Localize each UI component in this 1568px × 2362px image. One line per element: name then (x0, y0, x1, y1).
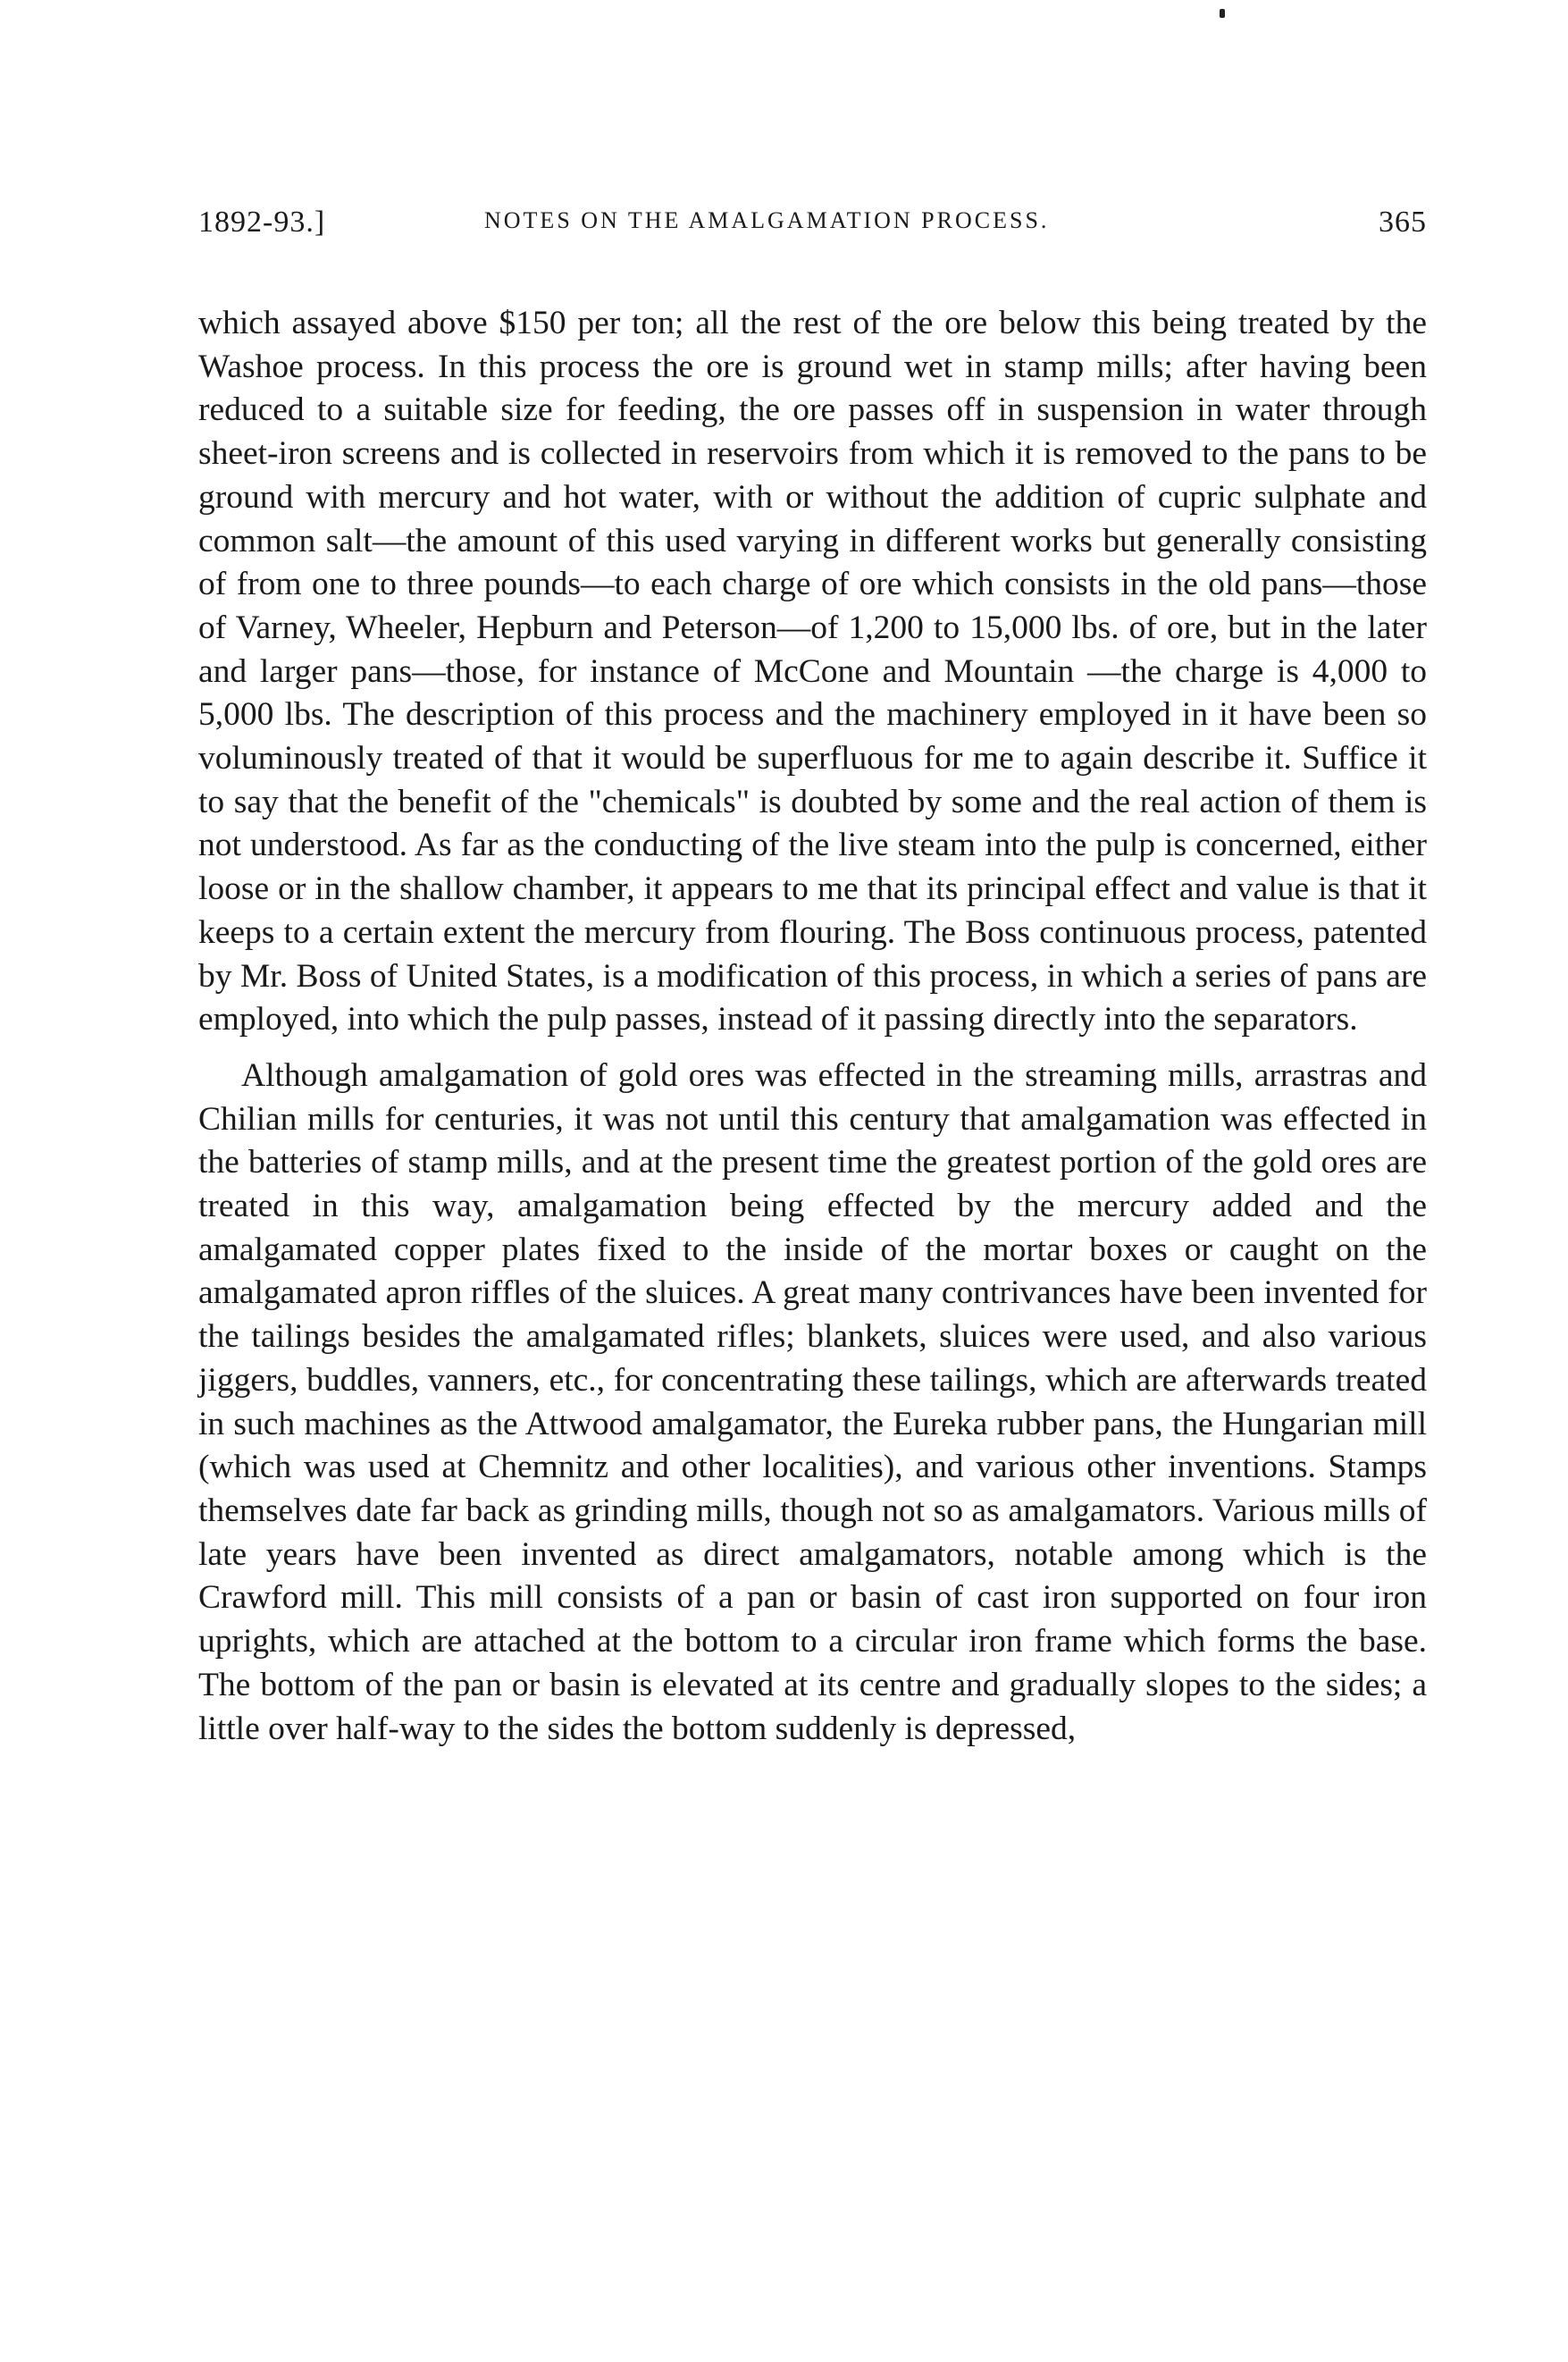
page-number: 365 (1379, 206, 1427, 239)
header-volume-year: 1892-93.] (198, 206, 326, 239)
ink-speck (1220, 9, 1225, 18)
header-title: NOTES ON THE AMALGAMATION PROCESS. (484, 207, 1050, 233)
paragraph-amalgamation-history: Although amalgamation of gold ores was effected in the streaming mills, arrastras and Chilian mills for centuries, it was not until this century that amalgamation was effected in the batteries of stamp mills, and at the present time the greatest portion of the gold ores are treated in this way, amalgamation being effected by the mercury added and the amalgamated copper plates fixed to the inside of the mortar boxes or caught on the amalgamated apron riffles of the sluices. A great many contrivances have been invented for the tailings besides the amalgamated rifles; blankets, sluices were used, and also various jiggers, buddles, vanners, etc., for concentrating these tailings, which are afterwards treated in such machines as the Attwood amalgamator, the Eureka rubber pans, the Hungarian mill (which was used at Chemnitz and other localities), and various other inventions. Stamps themselves date far back as grinding mills, though not so as amalgamators. Various mills of late years have been invented as direct amalgamators, notable among which is the Crawford mill. This mill consists of a pan or basin of cast iron supported on four iron uprights, which are attached at the bottom to a circular iron frame which forms the base. The bottom of the pan or basin is elevated at its centre and gradually slopes to the sides; a little over half-way to the sides the bottom suddenly is depressed, (198, 1056, 1427, 1747)
paragraph-continued: which assayed above $150 per ton; all the rest of the ore below this being treated by the Washoe process. In this process the ore is ground wet in stamp mills; after having been reduced to a suitable size for feeding, the ore passes off in suspension in water through sheet-iron screens and is collected in reservoirs from which it is removed to the pans to be ground with mercury and hot water, with or without the addition of cupric sulphate and common salt—the amount of this used varying in different works but generally consisting of from one to three pounds—to each charge of ore which consists in the old pans—those of Varney, Wheeler, Hepburn and Peterson—of 1,200 to 15,000 lbs. of ore, but in the later and larger pans—those, for instance of McCone and Mountain —the charge is 4,000 to 5,000 lbs. The description of this process and the machinery employed in it have been so voluminously treated of that it would be superfluous for me to again describe it. Suffice it to say that the benefit of the "chemicals" is doubted by some and the real action of them is not understood. As far as the conducting of the live steam into the pulp is concerned, either loose or in the shallow chamber, it appears to me that its principal effect and value is that it keeps to a certain extent the mercury from flouring. The Boss continuous process, patented by Mr. Boss of United States, is a modification of this process, in which a series of pans are employed, into which the pulp passes, instead of it passing directly into the separators. (198, 305, 1427, 1038)
body-text (198, 302, 1427, 1751)
running-header (198, 206, 1427, 250)
